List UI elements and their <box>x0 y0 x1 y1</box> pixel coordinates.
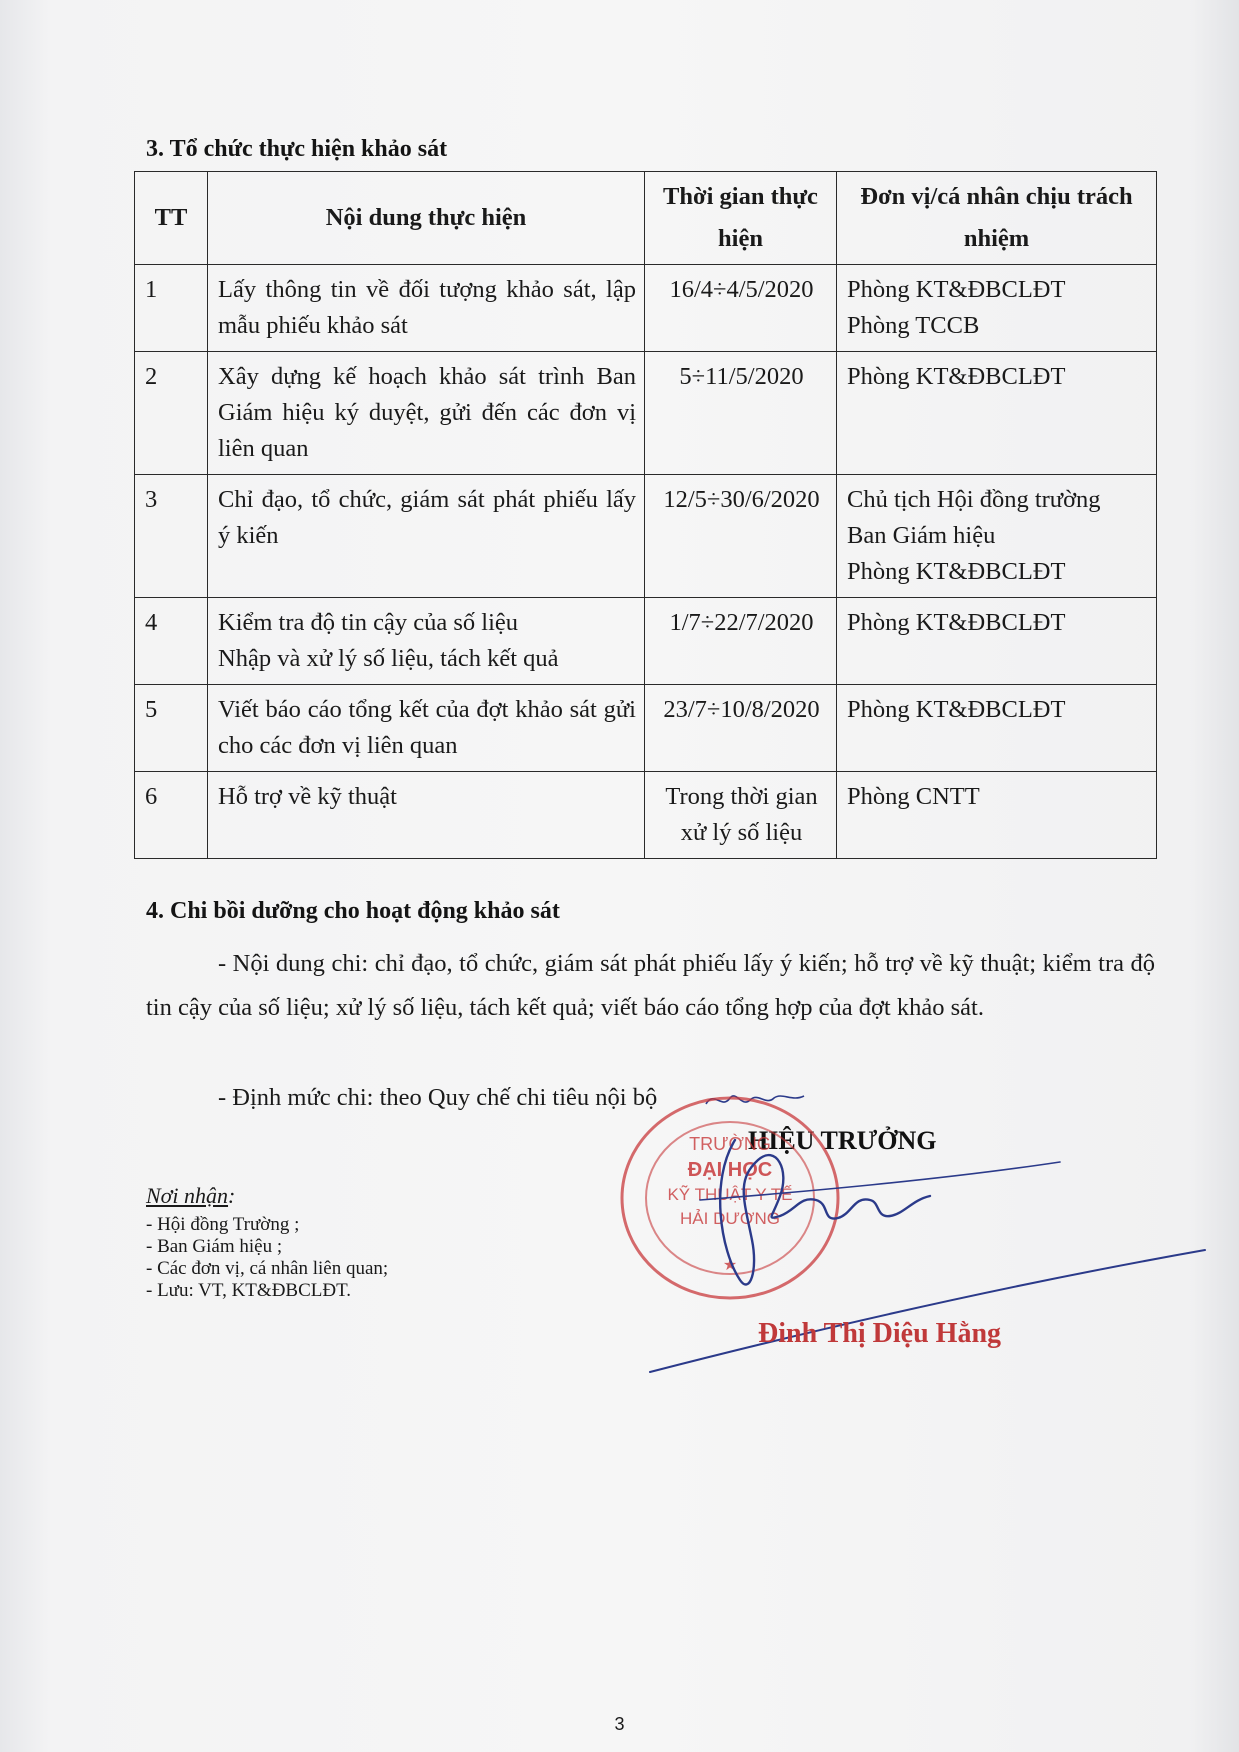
header-tt: TT <box>135 172 208 265</box>
svg-text:★: ★ <box>722 1257 738 1274</box>
recipients-title <box>146 1178 388 1214</box>
row-time: 1/7÷22/7/2020 <box>645 598 837 685</box>
recipient-item: - Lưu: VT, KT&ĐBCLĐT. <box>146 1280 352 1301</box>
section-4-heading: 4. Chi bồi dưỡng cho hoạt động khảo sát <box>146 898 560 924</box>
table-row <box>135 772 1157 859</box>
responsible-line: Phòng KT&ĐBCLĐT <box>847 609 1066 636</box>
seal-line: KỸ THUẬT Y TẾ <box>667 1185 793 1204</box>
survey-plan-table <box>134 171 1157 859</box>
table-row <box>135 352 1157 475</box>
responsible-line: Phòng KT&ĐBCLĐT <box>847 276 1066 303</box>
row-number: 4 <box>135 598 208 685</box>
recipient-item: - Các đơn vị, cá nhân liên quan; <box>146 1258 389 1279</box>
row-content: Viết báo cáo tổng kết của đợt khảo sát gửi cho các đơn vị liên quan <box>208 685 645 772</box>
header-content: Nội dung thực hiện <box>208 172 645 265</box>
header-time: Thời gian thực hiện <box>645 172 837 265</box>
table-header-row <box>135 172 1157 265</box>
table-row <box>135 598 1157 685</box>
row-responsible <box>837 772 1157 859</box>
table-row <box>135 685 1157 772</box>
responsible-line: Phòng CNTT <box>847 783 980 810</box>
recipients-title-colon: : <box>228 1183 236 1208</box>
row-time: 23/7÷10/8/2020 <box>645 685 837 772</box>
row-number: 2 <box>135 352 208 475</box>
responsible-line: Phòng KT&ĐBCLĐT <box>847 558 1066 585</box>
row-content: Lấy thông tin về đối tượng khảo sát, lập mẫu phiếu khảo sát <box>208 265 645 352</box>
row-responsible <box>837 598 1157 685</box>
recipient-item: - Ban Giám hiệu ; <box>146 1236 283 1257</box>
content-line: Nhập và xử lý số liệu, tách kết quả <box>218 645 559 672</box>
recipients-title-text: Nơi nhận <box>146 1183 229 1208</box>
row-time: 16/4÷4/5/2020 <box>645 265 837 352</box>
row-number: 1 <box>135 265 208 352</box>
page-number: 3 <box>614 1714 625 1734</box>
table-row <box>135 475 1157 598</box>
responsible-line: Phòng KT&ĐBCLĐT <box>847 363 1066 390</box>
content-line: Kiểm tra độ tin cậy của số liệu <box>218 609 519 636</box>
row-responsible <box>837 265 1157 352</box>
recipient-item: - Hội đồng Trường ; <box>146 1214 300 1235</box>
expense-content-paragraph: - Nội dung chi: chỉ đạo, tổ chức, giám sát phát phiếu lấy ý kiến; hỗ trợ về kỹ thuật; kiểm tra độ tin cậy của số liệu; xử lý số liệu, tách kết quả; viết báo cáo tổng hợp của đợt khảo sát. <box>146 950 1155 1021</box>
responsible-line: Phòng KT&ĐBCLĐT <box>847 696 1066 723</box>
responsible-line: Chủ tịch Hội đồng trường <box>847 486 1101 513</box>
row-number: 5 <box>135 685 208 772</box>
signer-name: Đinh Thị Diệu Hằng <box>758 1318 1002 1349</box>
row-content: Chỉ đạo, tổ chức, giám sát phát phiếu lấy ý kiến <box>208 475 645 598</box>
row-content <box>208 598 645 685</box>
row-time: 12/5÷30/6/2020 <box>645 475 837 598</box>
row-responsible <box>837 685 1157 772</box>
responsible-line: Ban Giám hiệu <box>847 522 996 549</box>
expense-rate-paragraph: - Định mức chi: theo Quy chế chi tiêu nội bộ <box>218 1084 658 1111</box>
seal-line: TRƯỜNG <box>689 1134 771 1154</box>
row-number: 3 <box>135 475 208 598</box>
row-time: Trong thời gian xử lý số liệu <box>645 772 837 859</box>
seal-line: HẢI DƯƠNG <box>680 1209 780 1228</box>
row-content: Hỗ trợ về kỹ thuật <box>208 772 645 859</box>
row-responsible <box>837 475 1157 598</box>
signature-title: HIỆU TRƯỞNG <box>748 1126 937 1155</box>
row-time: 5÷11/5/2020 <box>645 352 837 475</box>
responsible-line: Phòng TCCB <box>847 312 980 339</box>
row-responsible <box>837 352 1157 475</box>
row-content: Xây dựng kế hoạch khảo sát trình Ban Giám hiệu ký duyệt, gửi đến các đơn vị liên quan <box>208 352 645 475</box>
header-responsible: Đơn vị/cá nhân chịu trách nhiệm <box>837 172 1157 265</box>
table-row <box>135 265 1157 352</box>
row-number: 6 <box>135 772 208 859</box>
section-3-heading: 3. Tổ chức thực hiện khảo sát <box>146 136 448 162</box>
recipients-block <box>146 1178 388 1302</box>
seal-line: ĐẠI HỌC <box>687 1159 773 1181</box>
